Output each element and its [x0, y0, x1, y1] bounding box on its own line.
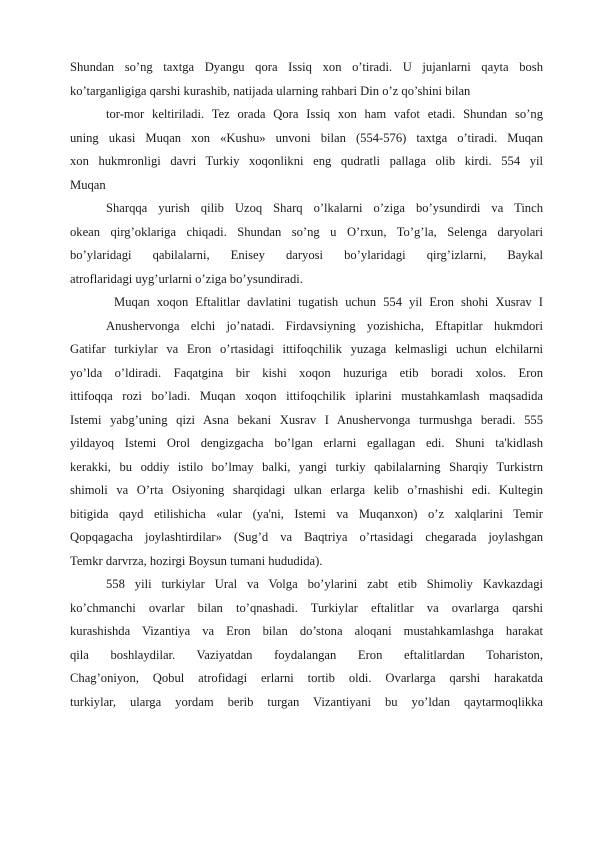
text-line: yo’lda o’ldiradi. Faqatgina bir kishi xoqon huzuriga etib boradi xolos. Eron: [70, 365, 543, 380]
text-line: kerakki, bu oddiy istilo bo’lmay balki, yangi turkiy qabilalarning Sharqiy Turkistrn: [70, 459, 543, 474]
text-line: Qopqagacha joylashtirdilar» (Sug’d va Baqtriya o’rtasidagi chegarada joylashgan: [70, 530, 543, 544]
text-line: Shundan so’ng taxtga Dyangu qora Issiq xon o’tiradi. U jujanlarni qayta bosh: [70, 60, 543, 74]
document-page: [70, 56, 543, 714]
text-line: shimoli va O’rta Osiyoning sharqidagi ulkan erlarga kelib o’rnashishi edi. Kultegin: [70, 483, 543, 497]
text-line: Muqan xoqon Eftalitlar davlatini tugatish uchun 554 yil Eron shohi Xusrav I: [114, 295, 543, 309]
text-line: xon hukmronligi davri Turkiy xoqonlikni eng qudratli pallaga olib kirdi. 554 yil: [70, 154, 543, 168]
text-line: yildayoq Istemi Orol dengizgacha bo’lgan erlarni egallagan edi. Shuni ta'kidlash: [70, 436, 543, 450]
text-line: bitigida qayd etilishicha «ular (ya'ni, Istemi va Muqanxon) o’z xalqlarini Temir: [70, 506, 543, 521]
text-line: Chag’oniyon, Qobul atrofidagi erlarni tortib oldi. Ovarlarga qarshi harakatda: [70, 671, 543, 685]
text-line: ko’chmanchi ovarlar bilan to’qnashadi. Turkiylar eftalitlar va ovarlarga qarshi: [70, 600, 543, 615]
text-line: Muqan: [70, 177, 106, 192]
text-line: atroflaridagi uyg’urlarni o’ziga bo’ysundiradi.: [70, 271, 303, 286]
text-line: Istemi yabg’uning qizi Asna bekani Xusrav I Anushervonga turmushga beradi. 555: [70, 412, 543, 427]
text-line: qila boshlaydilar. Vaziyatdan foydalangan Eron eftalitlardan Tohariston,: [70, 647, 543, 662]
text-line: uning ukasi Muqan xon «Kushu» unvoni bilan (554-576) taxtga o’tiradi. Muqan: [70, 130, 543, 145]
text-line: 558 yili turkiylar Ural va Volga bo’ylarini zabt etib Shimoliy Kavkazdagi: [106, 577, 543, 591]
text-line: Gatifar turkiylar va Eron o’rtasidagi ittifoqchilik yuzaga kelmasligi uchun elchilarni: [70, 342, 543, 356]
text-line: Anushervonga elchi jo’natadi. Firdavsiyning yozishicha, Eftapitlar hukmdori: [106, 318, 543, 333]
text-line: ittifoqqa rozi bo’ladi. Muqan xoqon ittifoqchilik iplarini mustahkamlash maqsadida: [70, 389, 543, 403]
text-line: ko’targanligiga qarshi kurashib, natijada ularning rahbari Din o’z qo’shini bilan: [70, 83, 471, 98]
text-line: kurashishda Vizantiya va Eron bilan do’stona aloqani mustahkamlashga harakat: [70, 624, 543, 638]
text-line: bo’ylaridagi qabilalarni, Enisey daryosi bo’ylaridagi qirg’izlarni, Baykal: [70, 248, 543, 262]
text-line: Sharqqa yurish qilib Uzoq Sharq o’lkalarni o’ziga bo’ysundirdi va Tinch: [106, 201, 543, 215]
text-line: tor-mor keltiriladi. Tez orada Qora Issiq xon ham vafot etadi. Shundan so’ng: [106, 107, 543, 121]
text-line: Temkr darvrza, hozirgi Boysun tumani hududida).: [70, 553, 323, 568]
text-line: okean qirg’oklariga chiqadi. Shundan so’ng u O’rxun, To’g’la, Selenga daryolari: [70, 224, 543, 239]
text-line: turkiylar, ularga yordam berib turgan Vizantiyani bu yo’ldan qaytarmoqlikka: [70, 694, 543, 709]
